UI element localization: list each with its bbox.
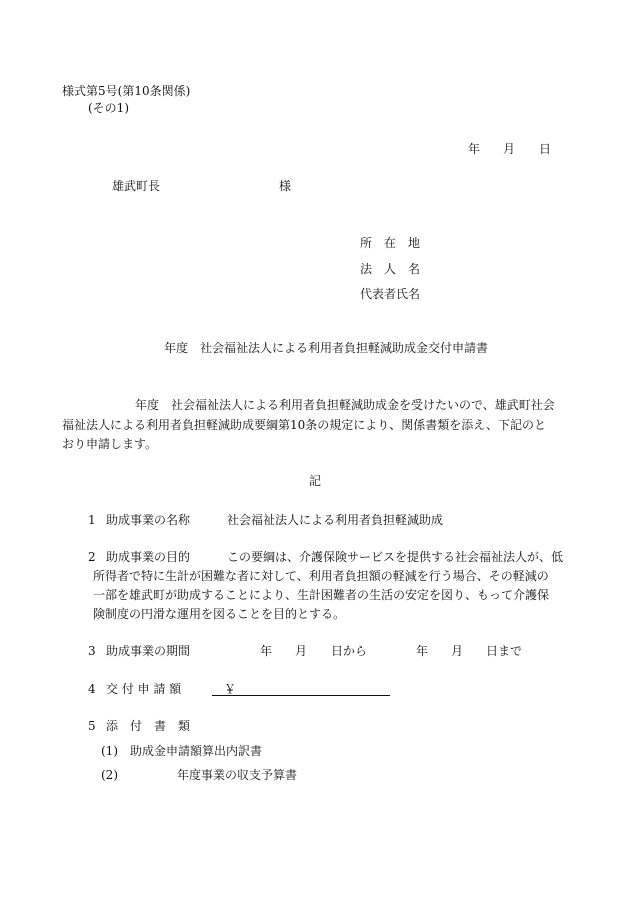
addressee-name: 雄武町長 — [112, 179, 161, 193]
item2-line: 険制度の円滑な運用を図ることを目的とする。 — [93, 607, 346, 621]
item1-number: 1 — [88, 513, 96, 527]
item2-line: 所得者で特に生計が困難な者に対して、利用者負担額の軽減を行う場合、その軽減の — [93, 569, 549, 583]
ki-heading: 記 — [309, 474, 322, 488]
yen-symbol: ￥ — [224, 682, 237, 696]
item3-number: 3 — [88, 644, 96, 658]
item2-line: 一部を雄武町が助成することにより、生計困難者の生活の安定を図り、もって介護保 — [93, 588, 550, 602]
item3-label: 助成事業の期間 — [106, 644, 191, 658]
period-start-day: 日から — [331, 644, 368, 658]
corporation-name-label: 法 人 名 — [360, 262, 421, 276]
item2-number: 2 — [88, 550, 96, 564]
amount-field-underline — [212, 682, 390, 696]
item5-number: 5 — [88, 719, 96, 733]
form-number: 様式第5号(第10条関係) — [62, 84, 191, 98]
attachment-number: (2) — [101, 768, 118, 782]
item2-line: この要綱は、介護保険サービスを提供する社会福祉法人が、低 — [227, 550, 564, 564]
item5-label: 添 付 書 類 — [106, 719, 191, 733]
date-year-label: 年 — [468, 142, 481, 156]
item1-label: 助成事業の名称 — [106, 513, 191, 527]
item4-label: 交 付 申 請 額 — [106, 682, 182, 696]
attachment-text: 年度事業の収支予算書 — [177, 768, 298, 782]
attachment-text: 助成金申請額算出内訳書 — [130, 744, 263, 758]
period-start-year: 年 — [260, 644, 273, 658]
addressee-honorific: 様 — [279, 179, 292, 193]
intro-line: おり申請します。 — [62, 437, 158, 451]
period-end-month: 月 — [451, 644, 464, 658]
date-day-label: 日 — [539, 142, 552, 156]
attachment-number: (1) — [101, 744, 118, 758]
date-month-label: 月 — [503, 142, 516, 156]
intro-line: 福祉法人による利用者負担軽減助成要綱第10条の規定により、関係書類を添え、下記のと — [62, 418, 546, 432]
period-end-year: 年 — [416, 644, 429, 658]
item1-value: 社会福祉法人による利用者負担軽減助成 — [227, 513, 444, 527]
document-title: 年度 社会福祉法人による利用者負担軽減助成金交付申請書 — [164, 341, 489, 355]
address-label: 所 在 地 — [360, 236, 421, 250]
period-start-month: 月 — [295, 644, 308, 658]
period-end-day: 日まで — [486, 644, 523, 658]
item2-label: 助成事業の目的 — [106, 550, 191, 564]
representative-name-label: 代表者氏名 — [360, 287, 421, 301]
intro-line: 年度 社会福祉法人による利用者負担軽減助成金を受けたいので、雄武町社会 — [135, 398, 555, 412]
form-sub-number: (その1) — [88, 101, 129, 115]
item4-number: 4 — [88, 682, 96, 696]
